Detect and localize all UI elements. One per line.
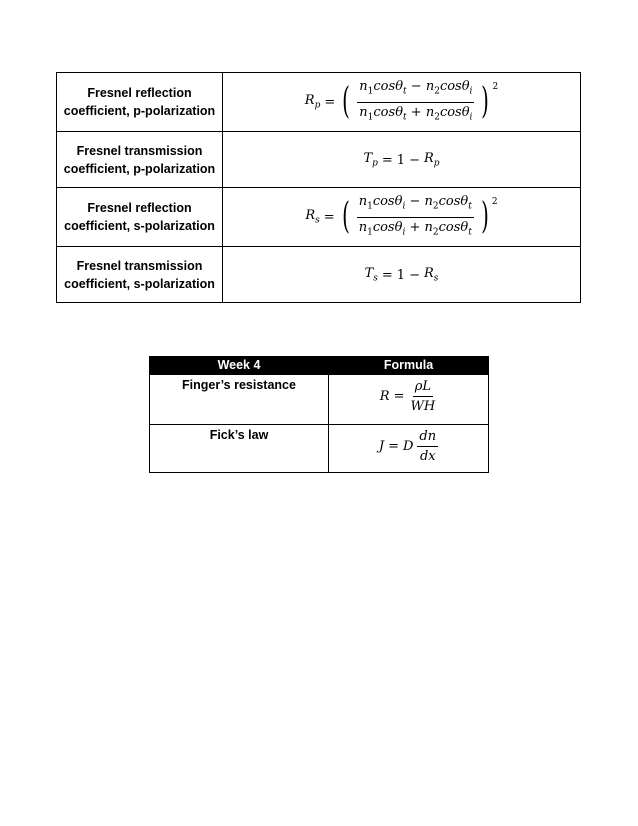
week4-table: [149, 356, 489, 473]
table-row: [57, 132, 581, 188]
table-row: [57, 73, 581, 132]
table-row: [150, 425, 489, 473]
row-label: Fresnel transmission coefficient, p-polarization: [57, 132, 223, 188]
row-label: Finger’s resistance: [150, 375, 329, 425]
row-label: Fresnel reflection coefficient, s-polarization: [57, 188, 223, 247]
table-row: [150, 375, 489, 425]
fresnel-table: [56, 72, 581, 303]
rp-formula: $R_p$ = ( $\frac{n_1\cos\theta_t - n_2\cos\theta_i}{n_1\cos\theta_t + n_2\cos\theta_i}$ ) 2: [223, 73, 581, 132]
rs-formula: $R_s$ = ( $\frac{n_1\cos\theta_i - n_2\cos\theta_t}{n_1\cos\theta_i + n_2\cos\theta_t}$ ) 2: [223, 188, 581, 247]
table-header-row: [150, 357, 489, 375]
tp-formula: $T_p$ = 1 − $R_p$: [223, 132, 581, 188]
ficks-law-formula: J = D $\frac{dn}{dx}$: [329, 425, 489, 473]
finger-resistance-formula: R = $\frac{\rho L}{WH}$: [329, 375, 489, 425]
table-row: [57, 247, 581, 303]
column-header-formula: Formula: [329, 357, 489, 375]
column-header-week: Week 4: [150, 357, 329, 375]
ts-formula: $T_s$ = 1 − $R_s$: [223, 247, 581, 303]
row-label: Fresnel transmission coefficient, s-polarization: [57, 247, 223, 303]
row-label: Fick’s law: [150, 425, 329, 473]
row-label: Fresnel reflection coefficient, p-polarization: [57, 73, 223, 132]
table-row: [57, 188, 581, 247]
